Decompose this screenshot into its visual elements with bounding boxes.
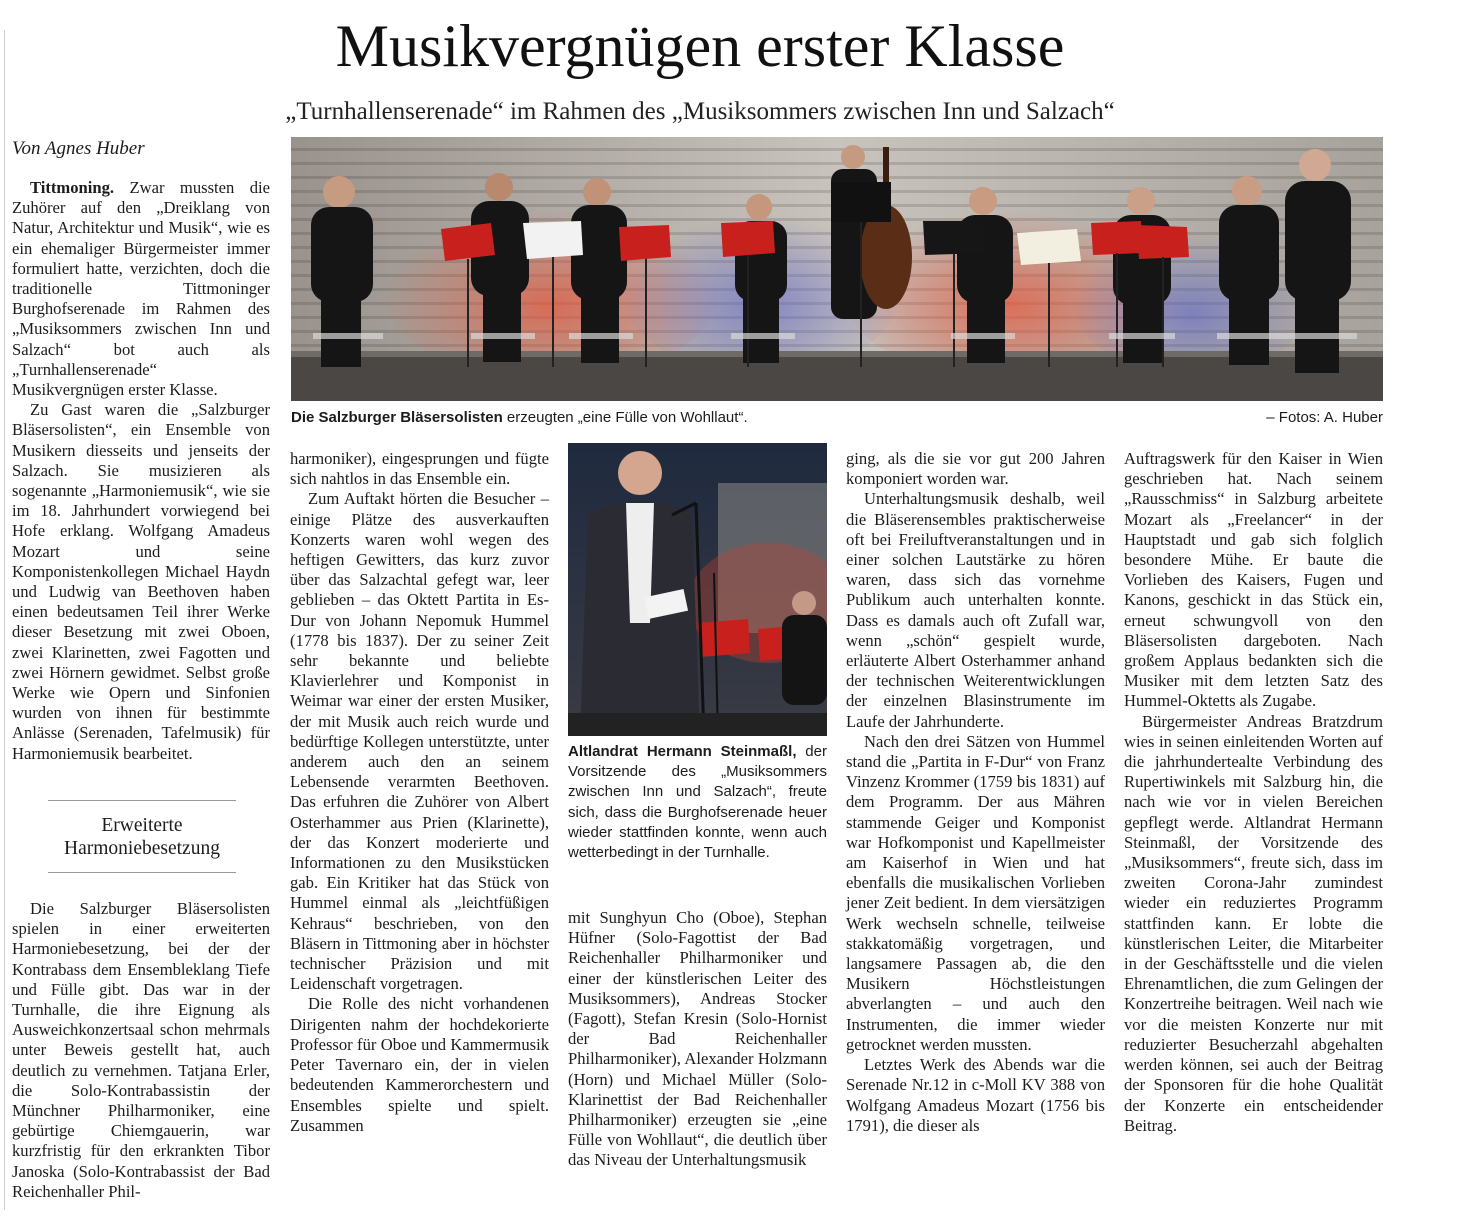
headline: Musikvergnügen erster Klasse (335, 13, 1065, 79)
article-paragraph-9: Unterhaltungsmusik deshalb, weil die Bläserensembles praktischerweise oft bei Freiluftveranstaltungen und in einer solchen Lautstärke zu hören waren, dass sich das vornehme Publikum auch unterhalten konnte. Dass es damals auch oft Zufall war, wenn „schön“ gespielt wurde, erläuterte Albert Osterhammer anhand der technischen Weiterentwicklungen der einzelnen Blasinstrumente im Laufe der Jahrhunderte. (846, 489, 1105, 731)
article-paragraph-11: Letztes Werk des Abends war die Serenade Nr.12 in c-Moll KV 388 von Wolfgang Amadeus Mozart (1756 bis 1791), die dieser als (846, 1055, 1105, 1135)
article-paragraph-1 (12, 178, 270, 400)
main-caption-text: erzeugten „eine Fülle von Wohllaut“. (502, 409, 748, 426)
side-photo (568, 443, 827, 736)
article-column-2 (290, 449, 549, 1136)
subheading: Erweiterte Harmoniebesetzung (64, 815, 220, 859)
article-paragraph-8: ging, als die sie vor gut 200 Jahren komponiert worden war. (846, 449, 1105, 489)
article-paragraph-2: Zu Gast waren die „Salzburger Bläsersolisten“, ein Ensemble von Musikern diesseits und jenseits der Salzach. Sie musizieren als sogenannte „Harmoniemusik“, wie sie im 18. Jahrhundert vorwiegend bei Hofe erklang. Wolfgang Amadeus Mozart und seine Komponistenkollegen Michael Haydn und Ludwig van Beethoven haben einen bedeutsamen Teil ihrer Werke dieser Besetzung mit zwei Oboen, zwei Klarinetten, zwei Fagotten und zwei Hörnern gewidmet. Selbst große Werke wie Opern und Sinfonien wurden von ihnen für bestimmte Anlässe (Serenaden, Tafelmusik) für Harmoniemusik bearbeitet. (12, 400, 270, 763)
page-left-rule (4, 30, 5, 1210)
article-paragraph-5: Zum Auftakt hörten die Besucher – einige Plätze des ausverkauften Konzerts waren wohl wegen des heftigen Gewitters, das kurz zuvor über das Salzachtal gefegt war, leer geblieben – das Oktett Partita in Es-Dur von Johann Nepomuk Hummel (1778 bis 1837). Der zu seiner Zeit sehr bekannte und beliebte Klavierlehrer und Komponist in Weimar war einer der ersten Musiker, der mit Musik auch reich wurde und bedürftige Kollegen unterstützte, unter anderem auch den an seinem Lebensende verarmten Beethoven. Das erfuhren die Zuhörer von Albert Osterhammer aus Prien (Klarinette), der das Konzert moderierte und Informationen zu den Musikstücken gab. Ein Kritiker hat das Stück von Hummel einmal als „leichtfüßigen Kehraus“ beschrieben, von den Bläsern in Tittmoning aber in höchster technischer Präzision und mit Leidenschaft vorgetragen. (290, 489, 549, 994)
photo-credit: – Fotos: A. Huber (1266, 409, 1383, 426)
article-column-1 (12, 178, 270, 764)
article-column-4 (846, 449, 1105, 1136)
article-paragraph-12: Auftragswerk für den Kaiser in Wien geschrieben hat. Nach seinem „Rausschmiss“ in Salzburg arbeitete Mozart als „Freelancer“ in der Hauptstadt und gab sich folglich besondere Mühe. Er baute die Vorlieben des Kaisers, Fugen und Kanons, geschickt in das Stück ein, erneut schwungvoll von den Bläsersolisten dargeboten. Nach großem Applaus bedankten sich die Musiker mit dem letzten Satz des Hummel-Oktetts als Zugabe. (1124, 449, 1383, 711)
dateline: Tittmoning. (30, 178, 115, 197)
article-paragraph-10: Nach den drei Sätzen von Hummel stand die „Partita in F-Dur“ von Franz Vinzenz Krommer (1759 bis 1831) auf dem Programm. Der aus Mähren stammende Geiger und Komponist war Hofkomponist und Kapellmeister am Kaiserhof in Wien und hat ebenfalls die musikalischen Vorlieben jener Zeit bedient. In dem viersätzigen Werk wechseln schnelle, teilweise stakkatomäßig vorgetragen, und langsamere Passagen ab, die den Musikern Höchstleistungen abverlangten – und auch den Instrumenten, die immer wieder getrocknet werden mussten. (846, 731, 1105, 1054)
article-paragraph-4: harmoniker), eingesprungen und fügte sich nahtlos in das Ensemble ein. (290, 449, 549, 489)
article-column-1-lower (12, 899, 270, 1202)
side-caption-bold: Altlandrat Hermann Steinmaßl, (568, 743, 797, 760)
subheading-box (48, 800, 236, 873)
article-column-3 (568, 908, 827, 1171)
article-paragraph-13: Bürgermeister Andreas Bratzdrum wies in seinen einleitenden Worten auf die jahrhundertealte Verbindung des Rupertiwinkels mit Salzburg hin, die nach wie vor in vielen Bereichen gepflegt werde. Altlandrat Hermann Steinmaßl, der Vorsitzende des „Musiksommers“, freute sich, dass im zweiten Corona-Jahr zumindest wieder ein reduziertes Programm stattfinden kann. Er lobte die künstlerischen Leiter, die Mitarbeiter in der Geschäftsstelle und die vielen Ehrenamtlichen, die zum Gelingen der Konzertreihe beitragen. Weil nach wie vor die meisten Konzerte nur mit reduzierter Besucherzahl abgehalten werden können, sei auch der Beitrag der Sponsoren für die hohe Qualität der Konzerte ein entscheidender Beitrag. (1124, 711, 1383, 1135)
article-paragraph-7: mit Sunghyun Cho (Oboe), Stephan Hüfner (Solo-Fagottist der Bad Reichenhaller Philharmoniker und einer der künstlerischen Leiter des Musiksommers), Andreas Stocker (Fagott), Stefan Kresin (Solo-Hornist der Bad Reichenhaller Philharmoniker), Alexander Holzmann (Horn) und Michael Müller (Solo-Klarinettist der Bad Reichenhaller Philharmoniker) erzeugten sie „eine Fülle von Wohllaut“, die deutlich über das Niveau der Unterhaltungsmusik (568, 908, 827, 1170)
side-caption-text: der Vorsitzende des „Musiksommers zwischen Inn und Salzach“, freute sich, dass die Burghofserenade heuer wieder stattfinden konnte, wenn auch wetterbedingt in der Turnhalle. (568, 743, 827, 862)
byline: Von Agnes Huber (12, 138, 145, 159)
article-column-5 (1124, 449, 1383, 1136)
main-caption-bold: Die Salzburger Bläsersolisten (291, 409, 503, 426)
side-photo-caption (568, 742, 827, 863)
subheadline: „Turnhallenserenade“ im Rahmen des „Musiksommers zwischen Inn und Salzach“ (285, 98, 1115, 125)
article-paragraph-6: Die Rolle des nicht vorhandenen Dirigenten nahm der hochdekorierte Professor für Oboe und Kammermusik Peter Tavernaro ein, der in vielen bedeutenden Kammerorchestern und Ensembles spielte und spielt. Zusammen (290, 994, 549, 1135)
main-photo-caption (291, 408, 1211, 428)
main-photo (291, 137, 1383, 401)
subheading-rule-bottom (48, 872, 236, 873)
paragraph-1-text: Zwar mussten die Zuhörer auf den „Dreiklang von Natur, Architektur und Musik“, wie es ein ehemaliger Bürgermeister immer formuliert hatte, verzichten, doch die traditionelle Tittmoninger Burghofserenade im Rahmen des „Musiksommers zwischen Inn und Salzach“ bot auch als „Turnhallenserenade“ Musikvergnügen erster Klasse. (12, 178, 270, 400)
article-paragraph-3: Die Salzburger Bläsersolisten spielen in einer erweiterten Harmoniebesetzung, bei der der Kontrabass dem Ensembleklang Tiefe und Fülle gibt. Das war in der Turnhalle, die ihre Eignung als Ausweichkonzertsaal schon mehrmals unter Beweis gestellt hat, auch deutlich zu vernehmen. Tatjana Erler, die Solo-Kontrabassistin der Münchner Philharmoniker, eine gebürtige Chiemgauerin, war kurzfristig für den erkrankten Tibor Janoska (Solo-Kontrabassist der Bad Reichenhaller Phil- (12, 899, 270, 1201)
